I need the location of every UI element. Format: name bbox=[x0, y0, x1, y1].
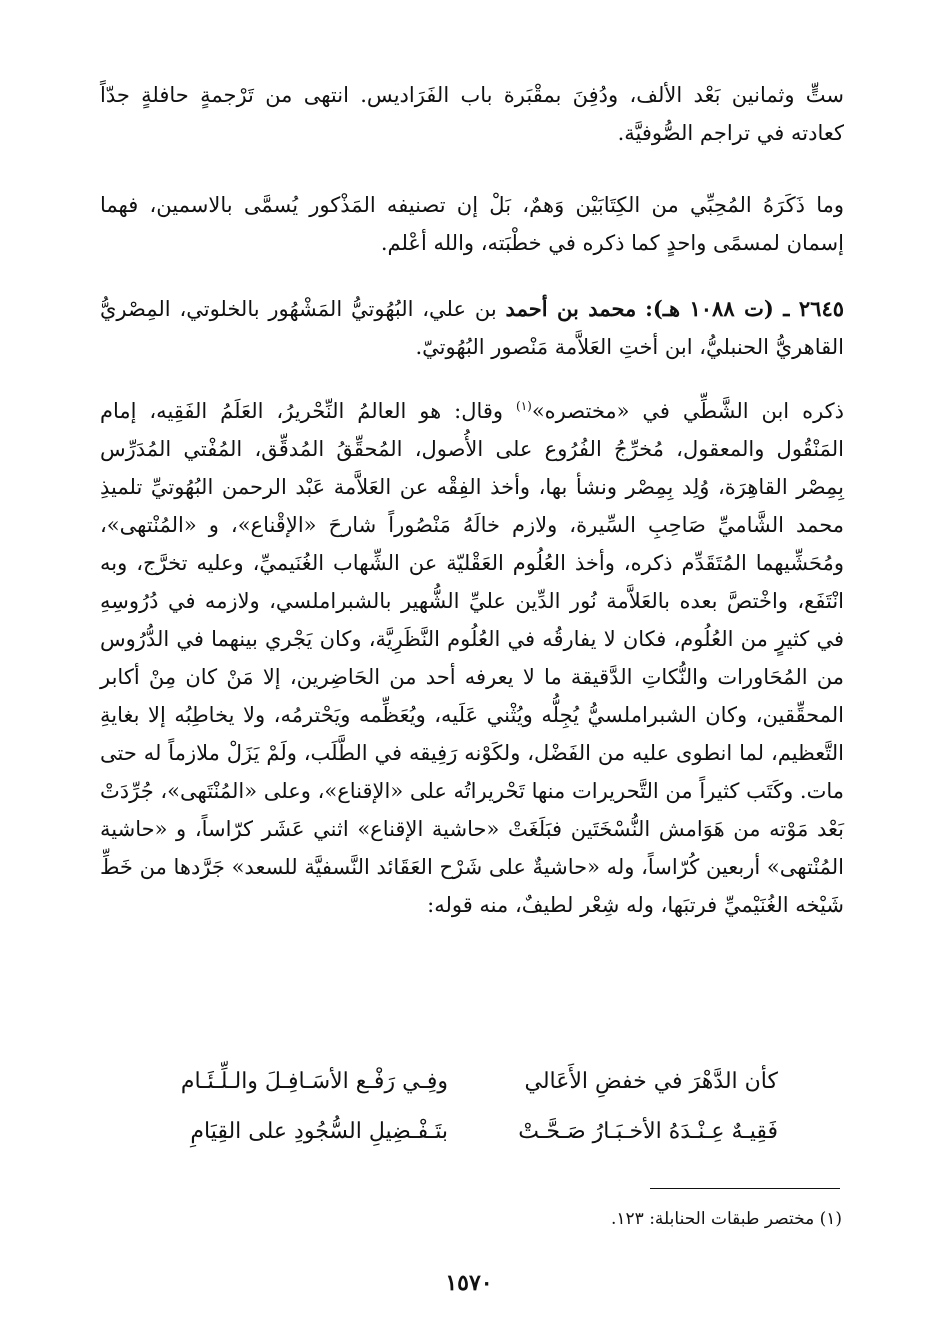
verse-1-second-hemistich: وفِـي رَفْـع الأسَـافِـلَ والـلِّـئَـام bbox=[180, 1069, 448, 1094]
paragraph-continuation: ستٍّ وثمانين بَعْد الألف، ودُفِنَ بمقْبَرة باب الفَرَاديس. انتهى من تَرْجمةٍ حافلةٍ جدّاً كعادته في تراجم الصُّوفيَّة. bbox=[100, 83, 844, 145]
verse-2-second-hemistich: بتَـفْـضِيلِ السُّجُودِ على القِيَامِ bbox=[190, 1119, 448, 1144]
biography-intro: ذكره ابن الشَّطِّي في «مختصره» bbox=[531, 399, 845, 423]
footnote: (١) مختصر طبقات الحنابلة: ١٢٣. bbox=[610, 1209, 842, 1229]
biography-paragraph bbox=[100, 392, 844, 924]
footnote-reference: (١) bbox=[516, 399, 532, 413]
entry-number: ٢٦٤٥ ـ (ت ١٠٨٨ هـ): bbox=[645, 296, 845, 321]
page-number: ١٥٧٠ bbox=[445, 1270, 493, 1296]
entry-lineage: بن علي، البُهُوتيُّ المَشْهُور بالخلوتي، المِصْريُّ القاهريُّ الحنبليُّ، ابن أختِ العَلاَّمة مَنْصور البُهُوتيّ. bbox=[100, 297, 844, 359]
paragraph-correction-note: وما ذَكَرَهُ المُحِبِّي من الكِتَابَيْن وَهمٌ، بَلْ إن تصنيفه المَذْكور يُسمَّى بالاسمين، فهما إسمان لمسمًى واحدٍ كما ذكره في خطْبَته، والله أعْلم. bbox=[100, 193, 844, 255]
entry-heading-paragraph bbox=[100, 290, 844, 366]
entry-name: محمد بن أحمد bbox=[505, 296, 637, 321]
verse-1-first-hemistich: كأن الدَّهْرَ في خفضِ الأَعَالي bbox=[524, 1069, 778, 1094]
footnote-divider bbox=[650, 1188, 840, 1189]
biography-text: وقال: هو العالمُ النِّحْريرُ، العَلَمُ الفَقِيه، إمام المَنْقُول والمعقول، مُخرِّجُ الفُرُوع على الأُصول، المُحقِّقُ المُدقِّق، المُفْتي المُدَرِّس بِمِصْر القاهِرَة، وُلِد بِمِصْر ونشأ بها، وأخذ الفِقْه عن العَلاَّمة عَبْد الرحمن البُهُوتيِّ تلميذِ محمد الشَّاميِّ صَاحِبِ السِّيرة، ولازم خالَهُ مَنْصُوراً شارحَ «الإقْناع»، و «المُنْتهى»، ومُحَشِّيهما المُتَقَدِّم ذكره، وأخذ العُلُوم العَقْليّة عن الشِّهاب الغُنَيميِّ، وعليه تخرَّج، وبه انْتَفَع، واخْتصَّ بعده بالعَلاَّمة نُور الدِّين عليِّ الشُّهير بالشبراملسي، ولازمه في دُرُوسِهِ في كثيرٍ من العُلُوم، فكان لا يفارقُه في العُلُوم النَّظَرِيَّة، وكان يَجْري بينهما في الدُّرُوس من المُحَاورات والنُّكاتِ الدَّقيقة ما لا يعرفه أحد من الحَاضِرين، إلا مَنْ كان مِنْ أكابر المحقِّقين، وكان الشبراملسيُّ يُجِلُّه ويُثْني عَلَيه، ويُعَظِّمه ويَحْترمُه، ولا يخاطِبُه إلا بغايةِ التَّعظيم، لما انطوى عليه من الفَضْل، ولكَوْنه رَفِيقه في الطَّلَب، ولَمْ يَزَلْ ملازماً له حتى مات. وكَتَب كثيراً من التَّحريرات منها تَحْريراتُه على «الإقناع»، وعلى «المُنْتَهى»، جُرِّدَتْ بَعْد مَوْته من هَوَامش النُّسْخَتَين فبَلَغَتْ «حاشية الإقناع» اثني عَشَر كرّاساً، و «حاشية المُنْتهى» أربعين كُرّاساً، وله «حاشيةٌ على شَرْح العَقَائد النَّسفيَّة للسعد» جَرَّدها من خَطِّ شَيْخه الغُنَيْميِّ فرتبَها، وله شِعْر لطيفٌ، منه قوله: bbox=[100, 399, 844, 917]
verse-2-first-hemistich: فَقِيـهٌ عِـنْـدَهُ الأخـبَـارُ صَـحَّـتْ bbox=[518, 1119, 778, 1144]
